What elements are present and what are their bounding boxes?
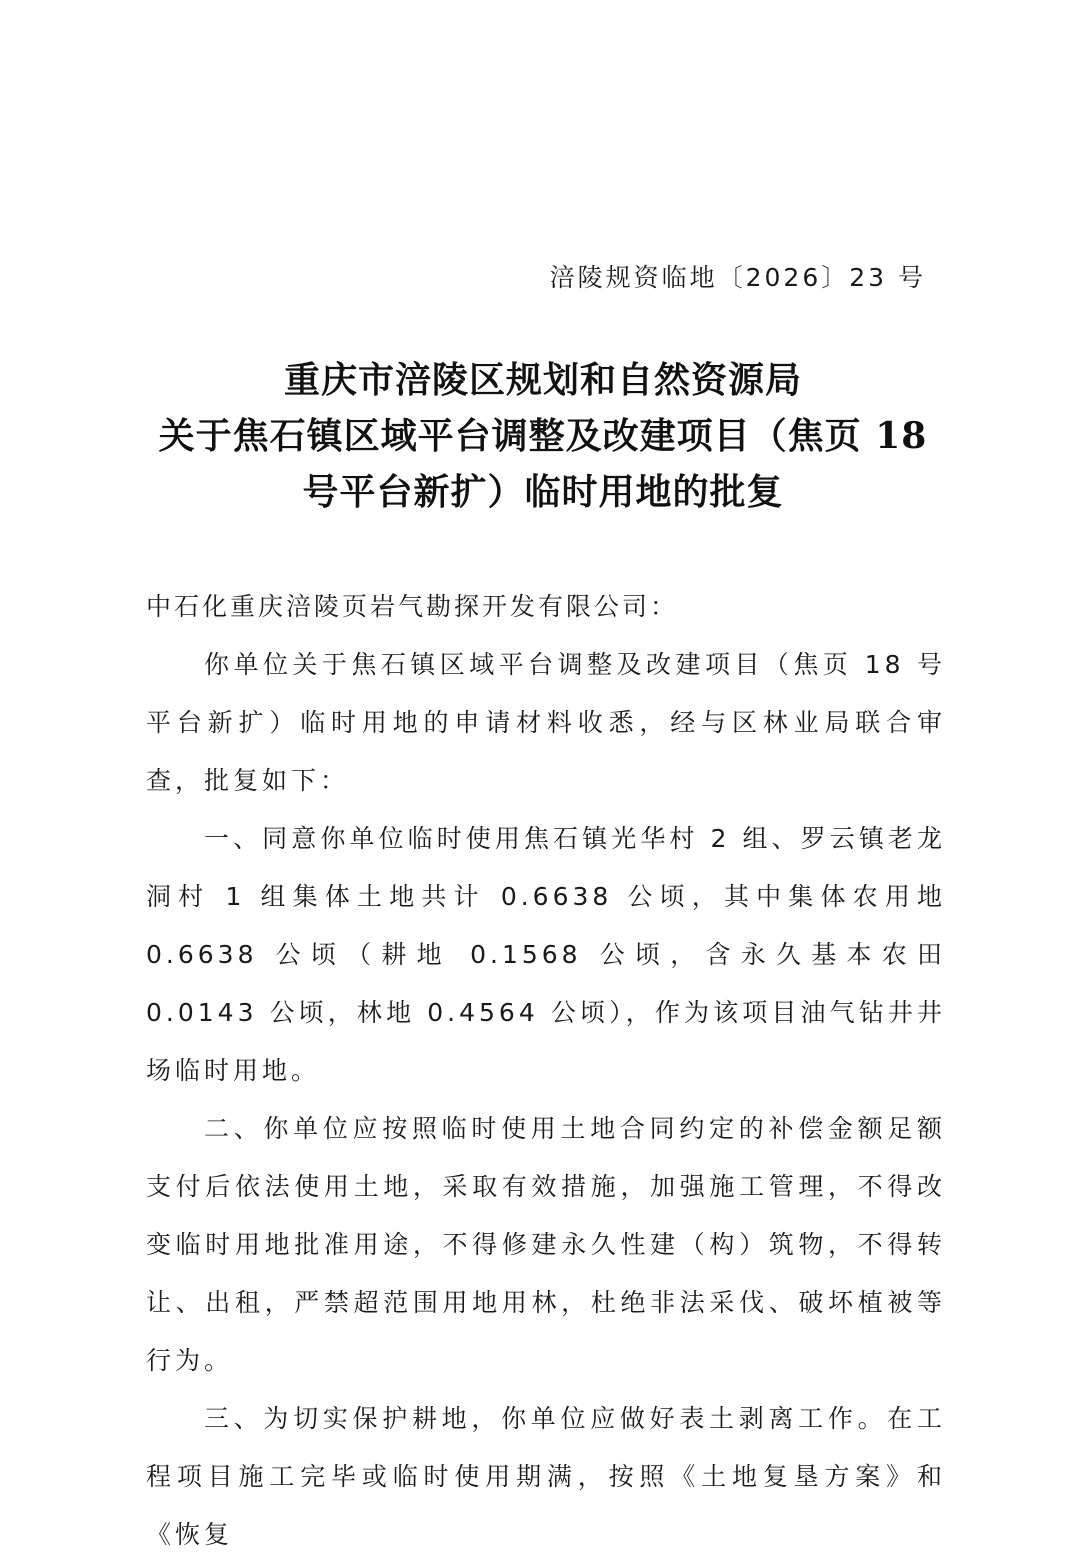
salutation: 中石化重庆涪陵页岩气勘探开发有限公司： bbox=[146, 592, 679, 621]
title-line-2: 关于焦石镇区域平台调整及改建项目（焦页 18 bbox=[158, 415, 928, 457]
title-line-3: 号平台新扩）临时用地的批复 bbox=[302, 471, 784, 513]
paragraph-intro: 你单位关于焦石镇区域平台调整及改建项目（焦页 18 号平台新扩）临时用地的申请材料收悉，经与区林业局联合审查，批复如下： bbox=[146, 650, 946, 795]
document-title bbox=[138, 352, 948, 520]
paragraph-item-2: 二、你单位应按照临时使用土地合同约定的补偿金额足额支付后依法使用土地，采取有效措施，加强施工管理，不得改变临时用地批准用途，不得修建永久性建（构）筑物，不得转让、出租，严禁超范围用地用林，杜绝非法采伐、破坏植被等行为。 bbox=[146, 1114, 946, 1375]
title-line-1: 重庆市涪陵区规划和自然资源局 bbox=[283, 359, 802, 401]
paragraph-item-1: 一、同意你单位临时使用焦石镇光华村 2 组、罗云镇老龙洞村 1 组集体土地共计 0.6638 公顷，其中集体农用地 0.6638 公顷（耕地 0.1568 公顷，含永久基本农田 0.0143 公顷，林地 0.4564 公顷），作为该项目油气钻井井场临时用地。 bbox=[146, 824, 946, 1085]
document-number: 涪陵规资临地〔2026〕23 号 bbox=[549, 263, 926, 292]
document-body bbox=[146, 578, 946, 1564]
paragraph-item-3: 三、为切实保护耕地，你单位应做好表土剥离工作。在工程项目施工完毕或临时使用期满，按照《土地复垦方案》和《恢复 bbox=[146, 1404, 946, 1549]
